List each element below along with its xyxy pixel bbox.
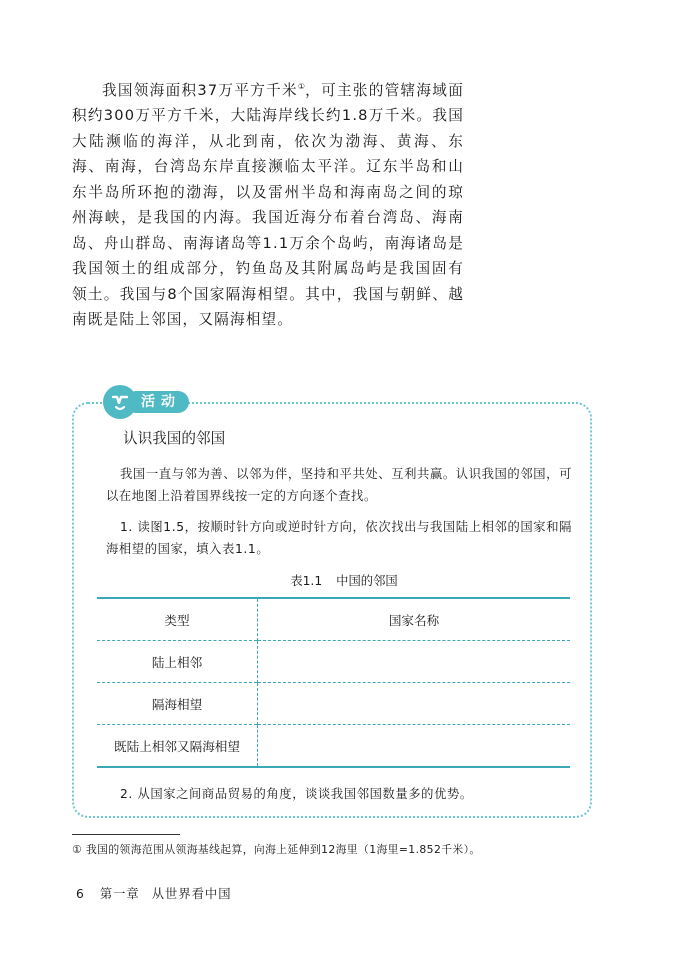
table-cell-countries[interactable]	[258, 683, 571, 725]
table-row	[97, 725, 570, 768]
table-row	[97, 683, 570, 725]
table-cell-countries[interactable]	[258, 641, 571, 683]
table-cell-type: 既陆上相邻又隔海相望	[97, 725, 258, 768]
activity-icon	[103, 385, 137, 419]
page-number: 6	[76, 887, 84, 901]
footnote-reference[interactable]: ①	[297, 82, 306, 91]
neighbors-table	[97, 597, 570, 768]
activity-intro: 我国一直与邻为善、以邻为伴，坚持和平共处、互利共赢。认识我国的邻国，可以在地图上沿着国界线按一定的方向逐个查找。	[106, 467, 572, 503]
footnote-text: 我国的领海范围从领海基线起算，向海上延伸到12海里（1海里=1.852千米）。	[85, 843, 481, 856]
table-cell-type: 隔海相望	[97, 683, 258, 725]
main-text-part1: 我国领海面积37万平方千米	[102, 81, 298, 99]
table-header-row	[97, 598, 570, 641]
activity-title: 认识我国的邻国	[123, 430, 226, 447]
page-footer	[76, 884, 232, 902]
table-caption-number: 表1.1	[290, 574, 323, 588]
activity-badge	[103, 385, 189, 419]
footnote	[72, 842, 481, 857]
footnote-divider	[72, 834, 180, 835]
activity-badge-label: 活动	[125, 391, 189, 413]
activity-question-1: 1. 读图1.5，按顺时针方向或逆时针方向，依次找出与我国陆上相邻的国家和隔海相望的国家，填入表1.1。	[106, 520, 572, 556]
table-row	[97, 641, 570, 683]
activity-question-2: 2. 从国家之间商品贸易的角度，谈谈我国邻国数量多的优势。	[120, 787, 473, 801]
table-caption-title: 中国的邻国	[336, 574, 398, 588]
table-cell-countries[interactable]	[258, 725, 571, 768]
main-paragraph	[72, 74, 464, 333]
table-header-type: 类型	[97, 598, 258, 641]
footnote-marker: ①	[72, 843, 83, 856]
table-header-countries: 国家名称	[388, 613, 440, 628]
main-text-part2: ，可主张的管辖海域面积约300万平方千米，大陆海岸线长约1.8万千米。我国大陆濒临的海洋，从北到南，依次为渤海、黄海、东海、南海，台湾岛东岸直接濒临太平洋。辽东半岛和山东半岛所环抱的渤海，以及雷州半岛和海南岛之间的琼州海峡，是我国的内海。我国近海分布着台湾岛、海南岛、舟山群岛、南海诸岛等1.1万余个岛屿，南海诸岛是我国领土的组成部分，钓鱼岛及其附属岛屿是我国固有领土。我国与8个国家隔海相望。其中，我国与朝鲜、越南既是陆上邻国，又隔海相望。	[72, 81, 464, 329]
footer-section: 从世界看中国	[151, 887, 232, 901]
table-cell-type: 陆上相邻	[97, 641, 258, 683]
footer-chapter: 第一章	[99, 887, 140, 901]
table-caption	[0, 571, 688, 589]
